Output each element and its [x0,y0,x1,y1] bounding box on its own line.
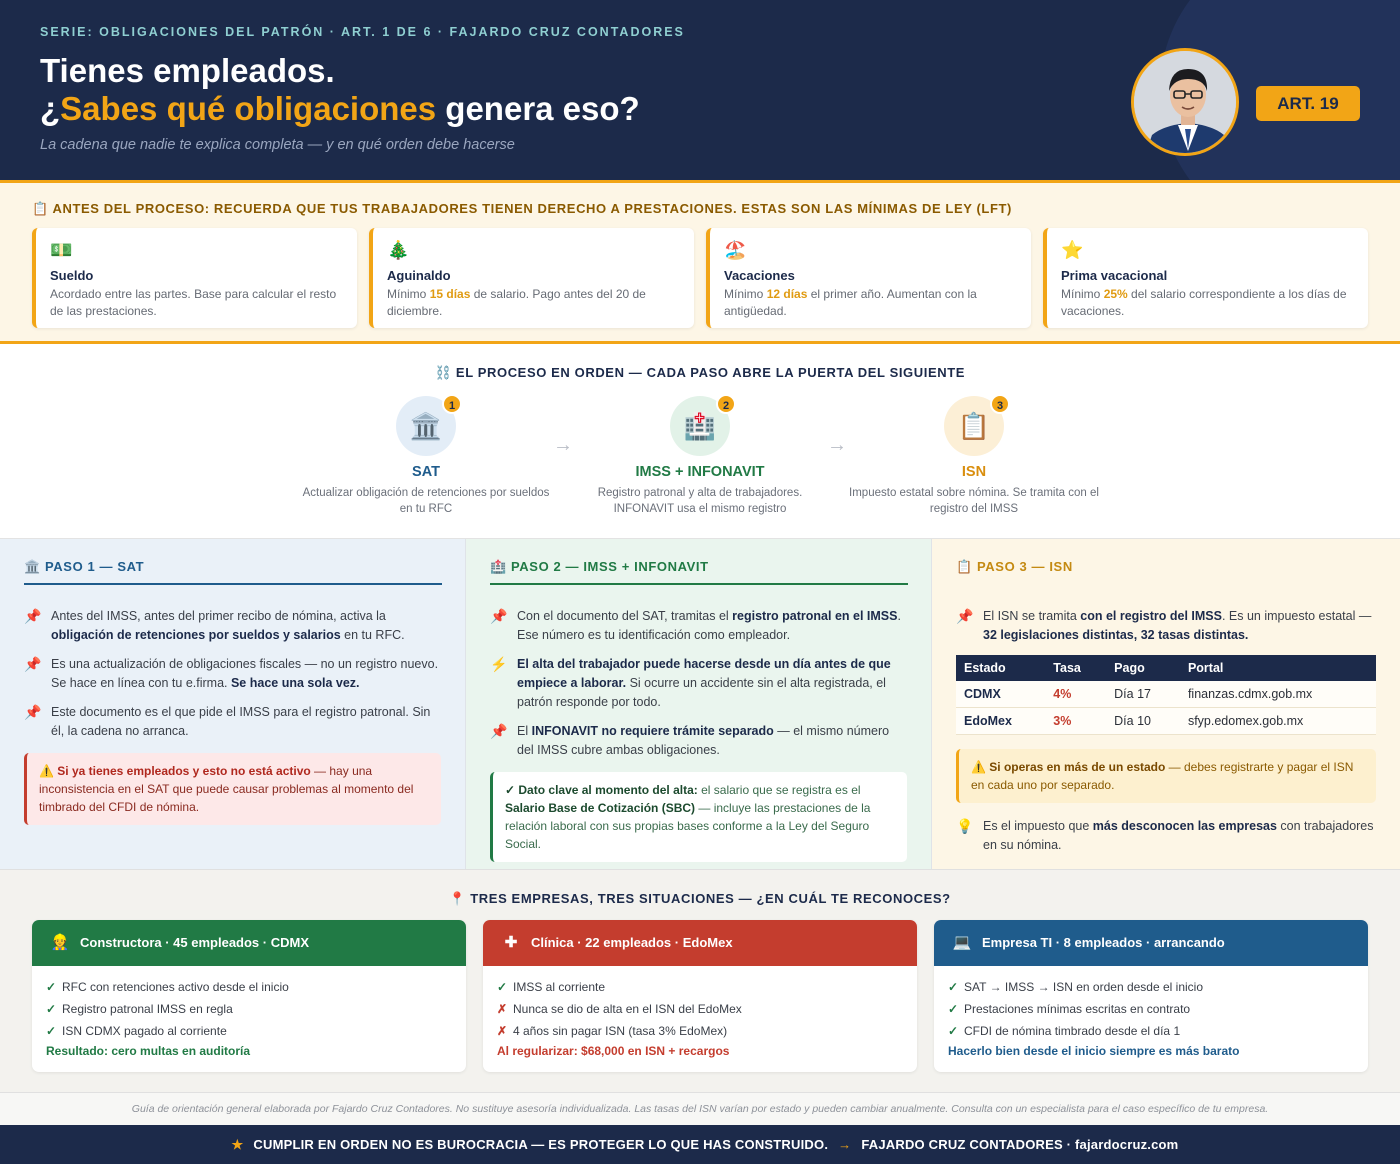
list-item: 📌 Con el documento del SAT, tramitas el registro patronal en el IMSS. Ese número es tu identificación como empleador. [490,608,901,642]
medical-cross-icon: ✚ [504,934,518,951]
step-number: 1 [442,394,462,414]
arrow-right-icon: → [553,434,573,456]
list-item: ✗ 4 años sin pagar ISN (tasa 3% EdoMex) [497,1020,903,1042]
disclaimer: Guía de orientación general elaborada por Fajardo Cruz Contadores. No sustituye asesoría individualizada. Las tasas del ISN varían por estado y pueden cambiar anualmente. Consulta con un especialista para el caso específico de tu empresa. [0,1092,1400,1125]
benefit-title: Vacaciones [724,268,795,283]
step-name: SAT [412,464,440,480]
check-icon: ✓ [948,1024,959,1038]
paso-1-heading: 🏛️ PASO 1 — SAT [24,559,442,585]
company-card-header: ✚ Clínica · 22 empleados · EdoMex [483,920,917,966]
column-header: Tasa [1045,655,1106,681]
paso-2-column [466,539,932,869]
check-icon: ✓ [46,1002,57,1016]
series-label: SERIE: OBLIGACIONES DEL PATRÓN · ART. 1 DE 6 · FAJARDO CRUZ CONTADORES [40,25,685,39]
list-item: ✓ CFDI de nómina timbrado desde el día 1 [948,1020,1354,1042]
benefit-text: Mínimo 25% del salario correspondiente a los días de vacaciones. [1061,287,1347,318]
key-fact-callout: ✓ Dato clave al momento del alta: el salario que se registra es el Salario Base de Cotización (SBC) — incluye las prestaciones de la relación laboral con sus propias bases conforme a la Ley del Seguro Social. [490,772,907,862]
table-row [956,681,1376,708]
footer-bar [0,1125,1400,1164]
check-icon: ✓ [948,980,959,994]
paso-1-column [0,539,466,869]
company-card-header: 💻 Empresa TI · 8 empleados · arrancando [934,920,1368,966]
benefit-card-vacaciones [706,228,1031,328]
pin-icon: 📌 [24,608,42,624]
company-card-ti [934,920,1368,1072]
result-text: Hacerlo bien desde el inicio siempre es más barato [948,1044,1240,1058]
company-card-constructora [32,920,466,1072]
worker-icon: 👷 [50,934,70,951]
list-item: ✓ Registro patronal IMSS en regla [46,998,452,1020]
step-desc: Impuesto estatal sobre nómina. Se tramita con el registro del IMSS [849,487,1099,515]
star-icon: ★ [231,1137,244,1152]
clipboard-icon: 📋 3 [944,396,1004,456]
paso-3-column [932,539,1400,869]
cross-icon: ✗ [497,1024,508,1038]
table-cell: CDMX [956,681,1045,708]
result-text: Resultado: cero multas en auditoría [46,1044,251,1058]
process-step-imss [570,396,830,517]
list-item: 💡 Es el impuesto que más desconocen las empresas con trabajadores en su nómina. [956,818,1374,852]
benefit-card-prima [1043,228,1368,328]
footer-brand: FAJARDO CRUZ CONTADORES · fajardocruz.com [861,1137,1179,1152]
table-row [956,708,1376,735]
title-highlight: Sabes qué obligaciones [60,90,437,127]
list-item: 📌 El ISN se tramita con el registro del IMSS. Es un impuesto estatal — 32 legislaciones distintas, 32 tasas distintas. [956,608,1372,642]
cross-icon: ✗ [497,1002,508,1016]
list-item: ✓ ISN CDMX pagado al corriente [46,1020,452,1042]
step-name: ISN [961,464,987,480]
check-icon: ✓ [497,980,508,994]
lightbulb-icon: 💡 [956,818,974,834]
pin-icon: 📌 [956,608,974,624]
table-cell: 4% [1045,681,1106,708]
benefit-card-aguinaldo [369,228,694,328]
tree-icon: 🎄 [387,240,410,260]
process-step-sat [296,396,556,517]
benefits-title: 📋 ANTES DEL PROCESO: RECUERDA QUE TUS TRABAJADORES TIENEN DERECHO A PRESTACIONES. ESTAS SON LAS MÍNIMAS DE LEY (LFT) [32,201,1012,216]
companies-section [0,869,1400,1092]
benefit-text: Mínimo 12 días el primer año. Aumentan con la antigüedad. [724,287,977,318]
pin-icon: 📌 [490,608,508,624]
warning-callout: ⚠️ Si ya tienes empleados y esto no está activo — hay una inconsistencia en el SAT que puede causar problemas al momento del timbrado del CFDI de nómina. [24,753,441,825]
list-item: ✓ Prestaciones mínimas escritas en contrato [948,998,1354,1020]
check-icon: ✓ [46,980,57,994]
table-cell: sfyp.edomex.gob.mx [1180,708,1376,735]
beach-umbrella-icon: 🏖️ [724,240,747,260]
list-item: ✗ Nunca se dio de alta en el ISN del EdoMex [497,998,903,1020]
benefit-title: Aguinaldo [387,268,451,283]
article-badge: ART. 19 [1256,86,1360,121]
companies-title: 📍 TRES EMPRESAS, TRES SITUACIONES — ¿EN CUÁL TE RECONOCES? [449,891,951,906]
bank-icon: 🏛️ 1 [396,396,456,456]
step-number: 3 [990,394,1010,414]
list-item: ✓ IMSS al corriente [497,976,903,998]
column-header: Pago [1106,655,1180,681]
paso-2-heading: 🏥 PASO 2 — IMSS + INFONAVIT [490,559,908,585]
star-icon: ⭐ [1061,240,1084,260]
column-header: Portal [1180,655,1376,681]
benefits-section [0,180,1400,344]
column-header: Estado [956,655,1045,681]
process-section [0,344,1400,539]
table-cell: finanzas.cdmx.gob.mx [1180,681,1376,708]
table-header-row [956,655,1376,681]
process-step-isn [844,396,1104,517]
check-icon: ✓ [46,1024,57,1038]
table-cell: 3% [1045,708,1106,735]
step-desc: Actualizar obligación de retenciones por sueldos en tu RFC [302,487,550,515]
warning-callout: ⚠️ Si operas en más de un estado — debes registrarte y pagar el ISN en cada uno por separado. [956,749,1376,803]
header [0,0,1400,180]
list-item: 📌 Antes del IMSS, antes del primer recibo de nómina, activa la obligación de retenciones por sueldos y salarios en tu RFC. [24,608,405,642]
laptop-icon: 💻 [952,934,972,951]
list-item: ✓ SAT → IMSS → ISN en orden desde el inicio [948,976,1354,998]
hospital-icon: 🏥 2 [670,396,730,456]
isn-table [956,655,1376,735]
paso-3-heading: 📋 PASO 3 — ISN [956,559,1073,574]
benefit-card-sueldo [32,228,357,328]
title-line-1: Tienes empleados. [40,52,335,89]
list-item: ⚡ El alta del trabajador puede hacerse desde un día antes de que empiece a laborar. Si ocurre un accidente sin el alta registrada, el patrón responde por todo. [490,656,891,709]
footer-slogan: CUMPLIR EN ORDEN NO ES BUROCRACIA — ES PROTEGER LO QUE HAS CONSTRUIDO. [253,1137,829,1152]
pin-icon: 📌 [24,656,42,672]
pin-icon: 📌 [24,704,42,720]
money-icon: 💵 [50,240,73,260]
pin-icon: 📌 [490,723,508,739]
lightning-icon: ⚡ [490,656,508,672]
step-desc: Registro patronal y alta de trabajadores. INFONAVIT usa el mismo registro [597,487,803,515]
process-title: ⛓️ EL PROCESO EN ORDEN — CADA PASO ABRE LA PUERTA DEL SIGUIENTE [434,365,966,380]
table-cell: Día 10 [1106,708,1180,735]
list-item: 📌 El INFONAVIT no requiere trámite separado — el mismo número del IMSS cubre ambas obligaciones. [490,723,890,757]
arrow-right-icon: → [838,1137,852,1152]
company-card-header: 👷 Constructora · 45 empleados · CDMX [32,920,466,966]
table-cell: Día 17 [1106,681,1180,708]
table-cell: EdoMex [956,708,1045,735]
benefit-text: Mínimo 15 días de salario. Pago antes del 20 de diciembre. [387,287,646,318]
step-number: 2 [716,394,736,414]
subtitle: La cadena que nadie te explica completa — y en qué orden debe hacerse [40,137,515,153]
benefit-title: Sueldo [50,268,94,283]
list-item: ✓ RFC con retenciones activo desde el inicio [46,976,452,998]
avatar [1131,48,1239,156]
list-item: 📌 Este documento es el que pide el IMSS para el registro patronal. Sin él, la cadena no arranca. [24,704,431,738]
list-item: 📌 Es una actualización de obligaciones fiscales — no un registro nuevo. Se hace en línea con tu e.firma. Se hace una sola vez. [24,656,439,690]
benefit-text: Acordado entre las partes. Base para calcular el resto de las prestaciones. [50,287,337,318]
company-card-clinica [483,920,917,1072]
result-text: Al regularizar: $68,000 en ISN + recargos [497,1044,730,1058]
benefit-title: Prima vacacional [1061,268,1168,283]
title-line-2: ¿Sabes qué obligaciones genera eso? [40,90,640,127]
check-icon: ✓ [948,1002,959,1016]
arrow-right-icon: → [827,434,847,456]
step-name: IMSS + INFONAVIT [635,464,765,480]
